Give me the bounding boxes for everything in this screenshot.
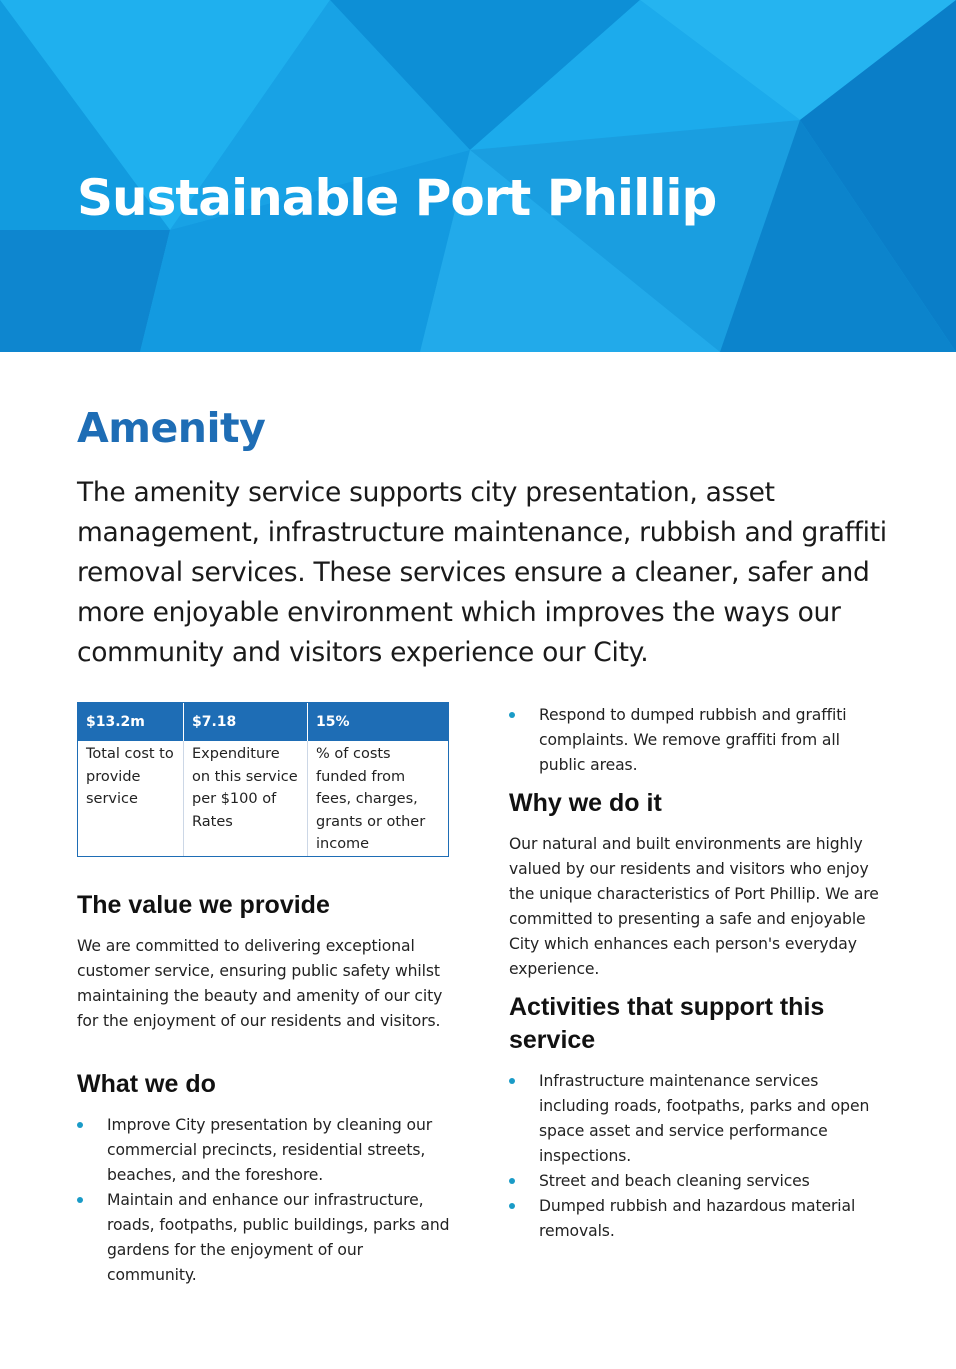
bullet-icon — [77, 1197, 83, 1203]
what-we-do-heading: What we do — [77, 1070, 216, 1098]
intro-paragraph: The amenity service supports city presentation, asset management, infrastructure maintenance, rubbish and graffiti removal services. These services ensure a cleaner, safer and more enjoyable environment which improves the ways our community and visitors experience our City. — [77, 477, 887, 668]
list-item-text: Street and beach cleaning services — [539, 1172, 810, 1190]
stat-label-funded: % of costs funded from fees, charges, grants or other income — [316, 746, 426, 853]
list-item-text: Dumped rubbish and hazardous material removals. — [539, 1197, 856, 1240]
section-title: Amenity — [77, 404, 266, 452]
stat-value-total-cost: $13.2m — [78, 703, 184, 741]
bullet-icon — [77, 1122, 83, 1128]
stats-label-row — [78, 741, 448, 856]
stats-table — [77, 702, 449, 857]
stat-label-total-cost: Total cost to provide service — [78, 741, 184, 856]
why-we-do-it-heading: Why we do it — [509, 789, 662, 817]
list-item-text: Infrastructure maintenance services including roads, footpaths, parks and open space asset and service performance inspections. — [539, 1072, 870, 1165]
list-item-text: Respond to dumped rubbish and graffiti complaints. We remove graffiti from all public areas. — [539, 706, 847, 774]
why-we-do-it-text: Our natural and built environments are highly valued by our residents and visitors who enjoy the unique characteristics of Port Phillip. We are committed to presenting a safe and enjoyable City which enhances each person's everyday experience. — [509, 835, 879, 978]
bullet-icon — [509, 1178, 515, 1184]
list-item — [509, 1194, 884, 1244]
list-item — [509, 1069, 884, 1169]
value-we-provide-text: We are committed to delivering exceptional customer service, ensuring public safety whilst maintaining the beauty and amenity of our city for the enjoyment of our residents and visitors. — [77, 937, 443, 1030]
list-item — [77, 1188, 455, 1288]
list-item — [77, 1113, 455, 1188]
stat-value-expenditure: $7.18 — [184, 703, 308, 741]
activities-heading: Activities that support this service — [509, 993, 825, 1054]
list-item — [509, 1169, 884, 1194]
activities-list — [509, 1069, 884, 1244]
bullet-icon — [509, 1078, 515, 1084]
bullet-icon — [509, 712, 515, 718]
stat-value-funded: 15% — [316, 714, 350, 730]
what-we-do-list-continued — [509, 703, 884, 778]
list-item — [509, 703, 884, 778]
banner-title: Sustainable Port Phillip — [77, 169, 717, 227]
list-item-text: Maintain and enhance our infrastructure, roads, footpaths, public buildings, parks and gardens for the enjoyment of our community. — [107, 1191, 450, 1284]
stats-header-row — [78, 703, 448, 741]
value-we-provide-heading: The value we provide — [77, 891, 330, 919]
list-item-text: Improve City presentation by cleaning our commercial precincts, residential streets, beaches, and the foreshore. — [107, 1116, 433, 1184]
bullet-icon — [509, 1203, 515, 1209]
header-banner — [0, 0, 956, 352]
what-we-do-list — [77, 1113, 455, 1288]
stat-label-expenditure: Expenditure on this service per $100 of Rates — [184, 741, 308, 856]
